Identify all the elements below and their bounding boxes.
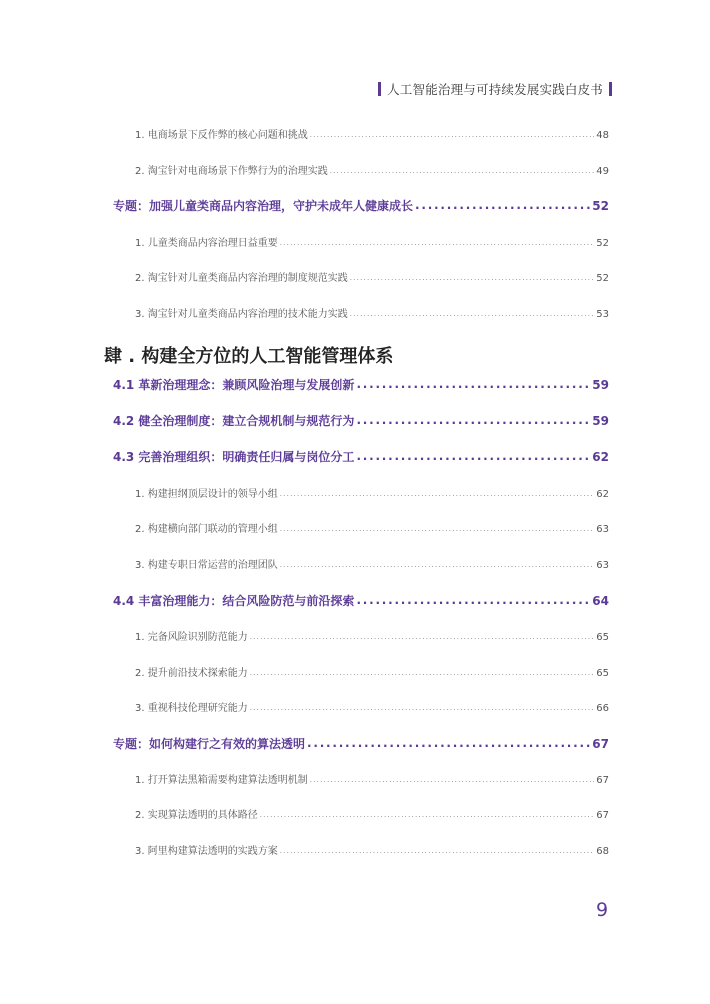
toc-section-entry[interactable] xyxy=(113,735,609,752)
toc-entry-page: 68 xyxy=(596,846,609,857)
toc-entry-label: 4.1 革新治理理念：兼顾风险治理与发展创新 xyxy=(113,378,355,392)
toc-entry[interactable] xyxy=(135,269,609,284)
toc-entry[interactable] xyxy=(135,699,609,714)
toc-section-entry[interactable] xyxy=(113,376,609,393)
header-bar-left xyxy=(378,82,381,96)
header-title: 人工智能治理与可持续发展实践白皮书 xyxy=(387,82,603,97)
toc-entry-page: 52 xyxy=(592,199,609,213)
toc-entry-label: 1. 构建担纲顶层设计的领导小组 xyxy=(135,489,278,500)
toc-entry[interactable] xyxy=(135,806,609,821)
toc-entry-page: 65 xyxy=(596,632,609,643)
toc-section-entry[interactable] xyxy=(113,412,609,429)
toc-entry[interactable] xyxy=(135,664,609,679)
toc-entry[interactable] xyxy=(135,556,609,571)
toc-entry-label: 2. 实现算法透明的具体路径 xyxy=(135,810,258,821)
toc-leader-dots xyxy=(356,413,590,427)
toc-entry-label: 3. 重视科技伦理研究能力 xyxy=(135,703,248,714)
toc-entry[interactable] xyxy=(135,305,609,320)
toc-entry-label: 3. 阿里构建算法透明的实践方案 xyxy=(135,846,278,857)
toc-entry-page: 48 xyxy=(596,130,609,141)
toc-entry-page: 62 xyxy=(596,489,609,500)
toc-entry-page: 67 xyxy=(592,737,609,751)
toc-section-entry[interactable] xyxy=(113,592,609,609)
toc-entry-page: 59 xyxy=(592,378,609,392)
running-header xyxy=(378,80,612,98)
toc-entry-page: 52 xyxy=(596,273,609,284)
toc-entry-page: 63 xyxy=(596,560,609,571)
header-bar-right xyxy=(609,82,612,96)
toc-entry[interactable] xyxy=(135,628,609,643)
toc-entry-label: 1. 电商场景下反作弊的核心问题和挑战 xyxy=(135,130,308,141)
toc-entry-label: 1. 打开算法黑箱需要构建算法透明机制 xyxy=(135,775,308,786)
toc-leader-dots xyxy=(280,523,595,534)
toc-leader-dots xyxy=(307,736,590,750)
toc-entry-page: 67 xyxy=(596,810,609,821)
toc-leader-dots xyxy=(280,237,595,248)
toc-entry-page: 67 xyxy=(596,775,609,786)
toc-leader-dots xyxy=(280,559,595,570)
toc-section-entry[interactable] xyxy=(113,197,609,214)
toc-entry[interactable] xyxy=(135,842,609,857)
toc-entry-label: 4.2 健全治理制度：建立合规机制与规范行为 xyxy=(113,414,355,428)
page-number: 9 xyxy=(596,899,609,921)
toc-leader-dots xyxy=(260,809,595,820)
chapter-heading[interactable]: 肆 . 构建全方位的人工智能管理体系 xyxy=(104,346,394,367)
toc-entry-label: 1. 完备风险识别防范能力 xyxy=(135,632,248,643)
toc-entry[interactable] xyxy=(135,126,609,141)
toc-entry-label: 1. 儿童类商品内容治理日益重要 xyxy=(135,238,278,249)
toc-section-entry[interactable] xyxy=(113,448,609,465)
toc-entry[interactable] xyxy=(135,234,609,249)
toc-leader-dots xyxy=(310,129,595,140)
toc-entry-label: 2. 淘宝针对电商场景下作弊行为的治理实践 xyxy=(135,166,328,177)
toc-entry-page: 62 xyxy=(592,450,609,464)
toc-entry[interactable] xyxy=(135,162,609,177)
toc-leader-dots xyxy=(250,631,595,642)
toc-entry-page: 59 xyxy=(592,414,609,428)
toc-entry-page: 52 xyxy=(596,238,609,249)
toc-entry-label: 4.3 完善治理组织：明确责任归属与岗位分工 xyxy=(113,450,355,464)
toc-entry-label: 专题：如何构建行之有效的算法透明 xyxy=(113,737,306,751)
toc-entry-label: 4.4 丰富治理能力：结合风险防范与前沿探索 xyxy=(113,594,355,608)
toc-leader-dots xyxy=(250,667,595,678)
toc-entry[interactable] xyxy=(135,485,609,500)
toc-leader-dots xyxy=(356,593,590,607)
toc-entry-label: 2. 构建横向部门联动的管理小组 xyxy=(135,524,278,535)
toc-leader-dots xyxy=(250,702,595,713)
toc-entry[interactable] xyxy=(135,520,609,535)
toc-entry-label: 3. 淘宝针对儿童类商品内容治理的技术能力实践 xyxy=(135,309,348,320)
toc-leader-dots xyxy=(280,845,595,856)
toc-entry-label: 3. 构建专职日常运营的治理团队 xyxy=(135,560,278,571)
toc-leader-dots xyxy=(350,272,595,283)
toc-leader-dots xyxy=(356,449,590,463)
toc-entry[interactable] xyxy=(135,771,609,786)
toc-entry-page: 65 xyxy=(596,668,609,679)
toc-entry-page: 63 xyxy=(596,524,609,535)
toc-leader-dots xyxy=(330,165,595,176)
toc-entry-label: 专题：加强儿童类商品内容治理，守护未成年人健康成长 xyxy=(113,199,414,213)
toc-leader-dots xyxy=(356,377,590,391)
toc-entry-label: 2. 提升前沿技术探索能力 xyxy=(135,668,248,679)
toc-entry-page: 66 xyxy=(596,703,609,714)
toc-entry-page: 53 xyxy=(596,309,609,320)
toc-entry-page: 49 xyxy=(596,166,609,177)
toc-leader-dots xyxy=(280,488,595,499)
toc-leader-dots xyxy=(310,774,595,785)
toc-entry-page: 64 xyxy=(592,594,609,608)
toc-leader-dots xyxy=(415,198,590,212)
toc-leader-dots xyxy=(350,308,595,319)
toc-entry-label: 2. 淘宝针对儿童类商品内容治理的制度规范实践 xyxy=(135,273,348,284)
